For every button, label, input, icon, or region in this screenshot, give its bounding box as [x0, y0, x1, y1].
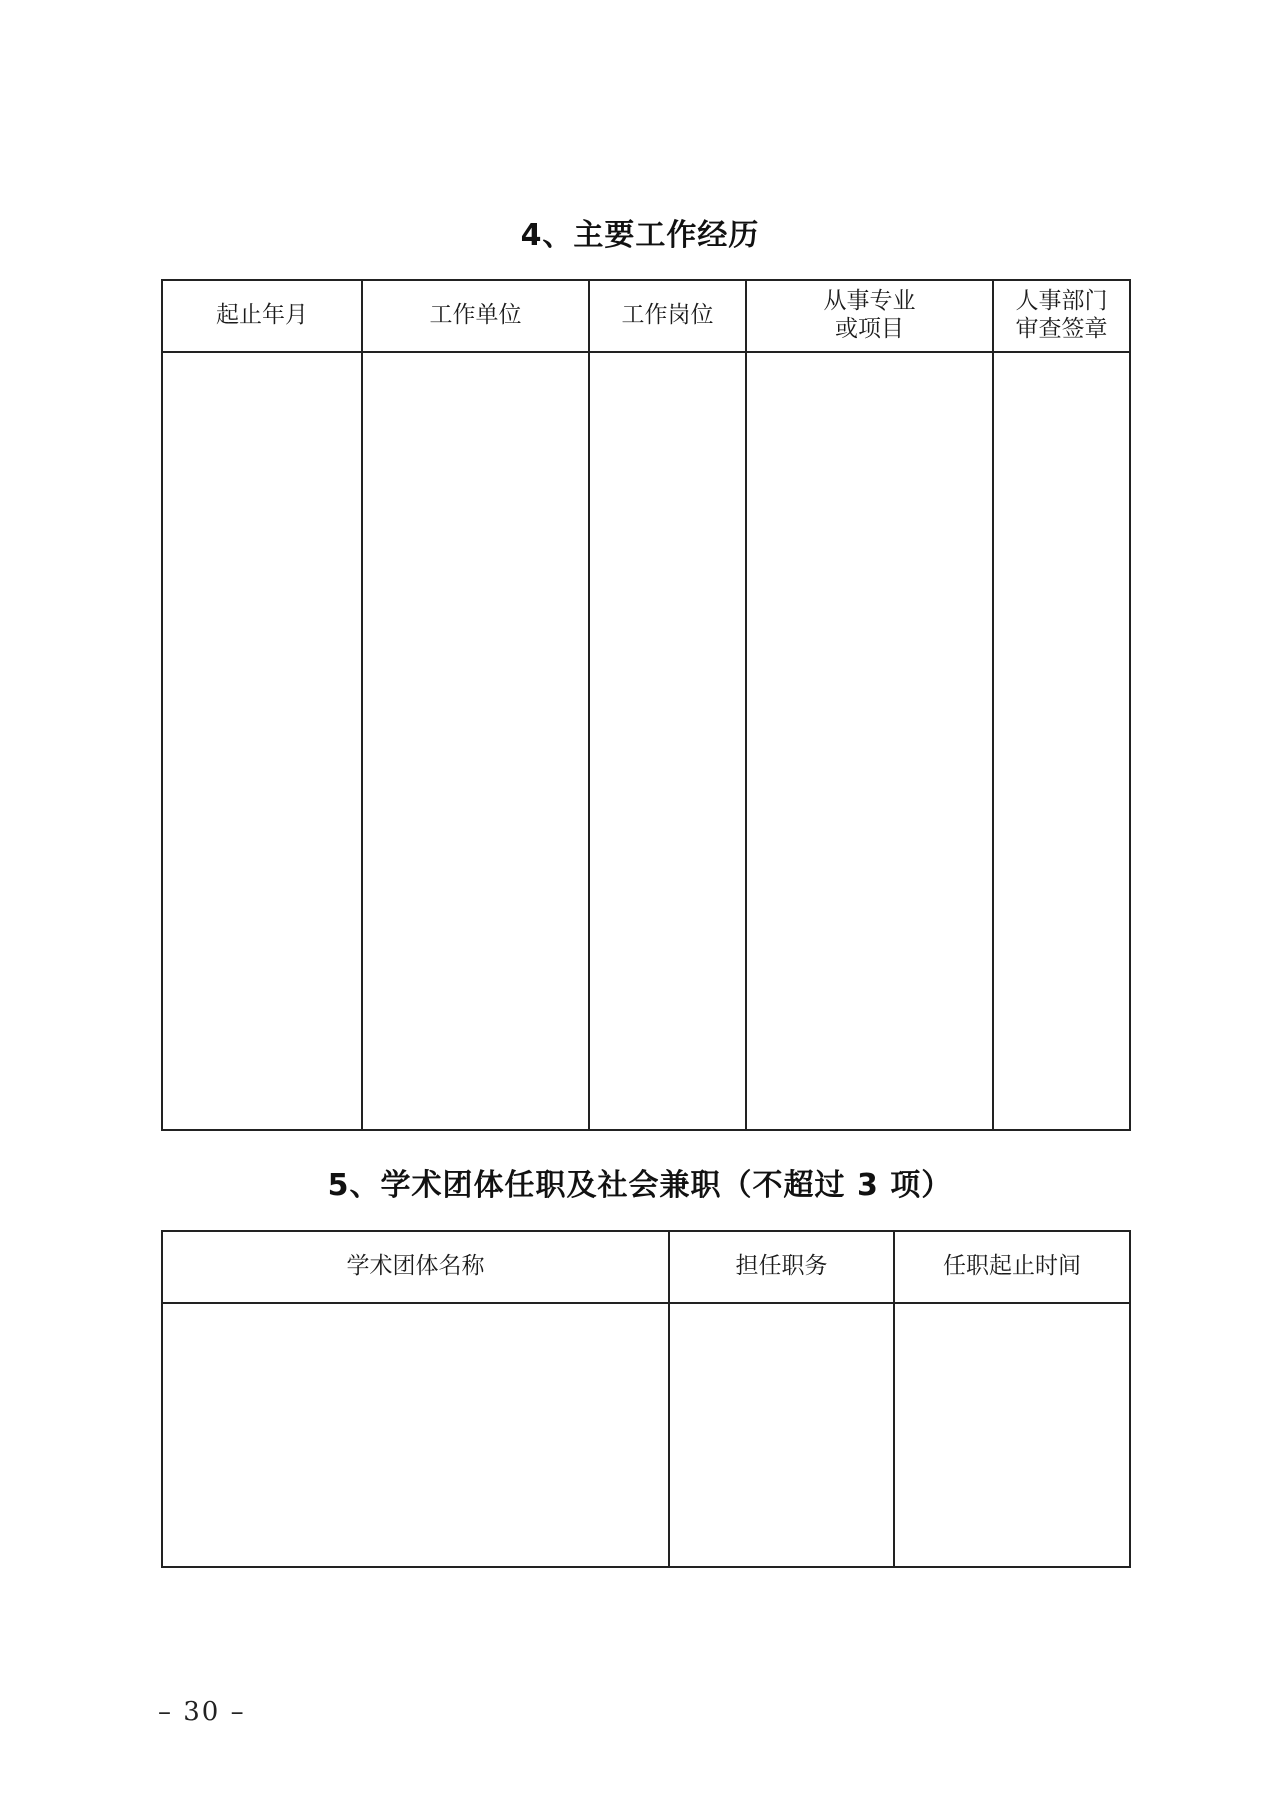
assoc-table-header-row — [162, 1231, 1130, 1303]
employer-cell[interactable] — [362, 352, 589, 1130]
term-cell[interactable] — [894, 1303, 1130, 1567]
position-cell[interactable] — [589, 352, 746, 1130]
header-field-line1: 从事专业 — [823, 288, 916, 315]
org-name-cell[interactable] — [162, 1303, 669, 1567]
period-cell[interactable] — [162, 352, 362, 1130]
work-table-row — [162, 352, 1130, 1130]
header-hr-line1: 人事部门 — [1015, 288, 1108, 315]
work-experience-table — [161, 279, 1131, 1131]
work-table-header-row — [162, 280, 1130, 352]
header-period: 起止年月 — [162, 280, 362, 352]
header-hr-stamp — [993, 280, 1130, 352]
header-hr-line2: 审查签章 — [1015, 316, 1108, 342]
header-employer: 工作单位 — [362, 280, 589, 352]
section-5-title: 5、学术团体任职及社会兼职（不超过 3 项） — [327, 1168, 953, 1203]
assoc-table-row — [162, 1303, 1130, 1567]
field-cell[interactable] — [746, 352, 993, 1130]
header-org-name: 学术团体名称 — [162, 1231, 669, 1303]
header-term: 任职起止时间 — [894, 1231, 1130, 1303]
header-position: 工作岗位 — [589, 280, 746, 352]
header-field-or-project — [746, 280, 993, 352]
hr-stamp-cell[interactable] — [993, 352, 1130, 1130]
section-4-title: 4、主要工作经历 — [520, 218, 760, 253]
page-number: – 30 – — [158, 1697, 246, 1727]
academic-positions-table — [161, 1230, 1131, 1568]
header-role: 担任职务 — [669, 1231, 894, 1303]
role-cell[interactable] — [669, 1303, 894, 1567]
header-field-line2: 或项目 — [835, 316, 904, 342]
